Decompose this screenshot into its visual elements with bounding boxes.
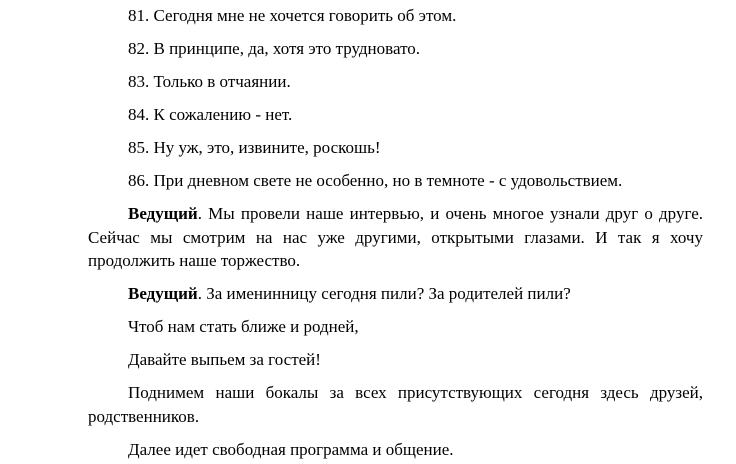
item-number: 83. bbox=[128, 72, 150, 91]
paragraph-text: Давайте выпьем за гостей! bbox=[128, 350, 321, 369]
paragraph-host-interview bbox=[88, 202, 703, 273]
item-text: Только в отчаянии. bbox=[153, 72, 291, 91]
numbered-item bbox=[88, 4, 703, 28]
item-number: 81. bbox=[128, 6, 150, 25]
paragraph-verse-line bbox=[88, 315, 703, 339]
paragraph-text: . Мы провели наше интервью, и очень многое узнали друг о друге. Сейчас мы смотрим на нас уже другими, открытыми глазами. И так я хочу продолжить наше торжество. bbox=[88, 204, 703, 270]
numbered-item bbox=[88, 37, 703, 61]
numbered-item bbox=[88, 70, 703, 94]
paragraph-text: Чтоб нам стать ближе и родней, bbox=[128, 317, 359, 336]
paragraph-text: Поднимем наши бокалы за всех присутствующих сегодня здесь друзей, родственников. bbox=[88, 383, 703, 426]
item-text: Сегодня мне не хочется говорить об этом. bbox=[153, 6, 457, 25]
item-number: 84. bbox=[128, 105, 150, 124]
item-text: К сожалению - нет. bbox=[153, 105, 293, 124]
numbered-item bbox=[88, 136, 703, 160]
item-number: 86. bbox=[128, 171, 150, 190]
item-text: В принципе, да, хотя это трудновато. bbox=[153, 39, 421, 58]
paragraph-text: Далее идет свободная программа и общение. bbox=[128, 439, 454, 459]
speaker-label: Ведущий bbox=[128, 284, 198, 303]
numbered-item bbox=[88, 169, 703, 193]
paragraph-toast-guests bbox=[88, 381, 703, 428]
paragraph-text: . За именинницу сегодня пили? За родителей пили? bbox=[197, 284, 571, 303]
item-text: При дневном свете не особенно, но в темноте - с удовольствием. bbox=[153, 171, 623, 190]
paragraph-closing bbox=[88, 438, 703, 462]
numbered-item bbox=[88, 103, 703, 127]
item-text: Ну уж, это, извините, роскошь! bbox=[153, 138, 381, 157]
item-number: 85. bbox=[128, 138, 150, 157]
item-number: 82. bbox=[128, 39, 150, 58]
paragraph-host-toast bbox=[88, 282, 703, 306]
paragraph-verse-line bbox=[88, 348, 703, 372]
speaker-label: Ведущий bbox=[128, 204, 198, 223]
